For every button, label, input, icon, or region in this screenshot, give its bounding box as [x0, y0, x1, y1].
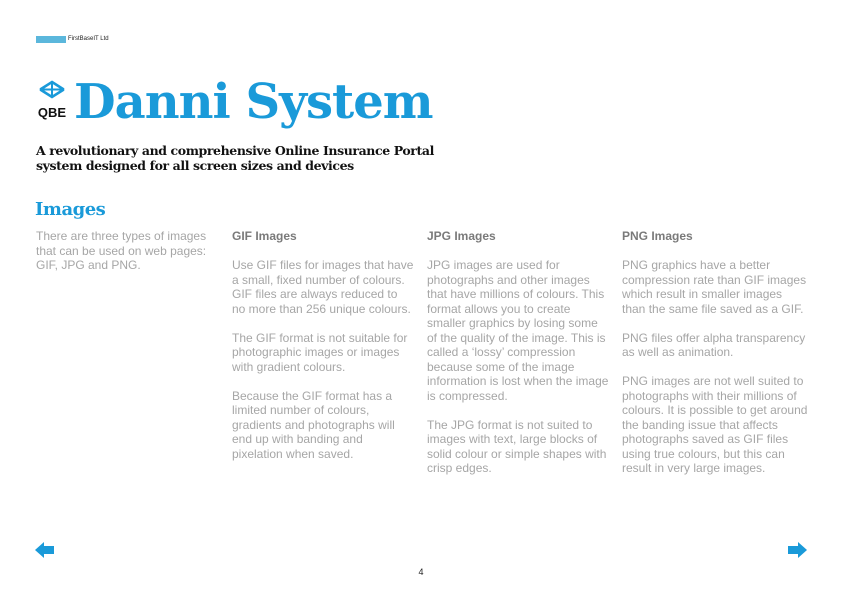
- page-subtitle: [36, 143, 436, 173]
- column-paragraph: PNG graphics have a better compression rate than GIF images which result in smaller images than the same file saved as a GIF.: [622, 258, 807, 316]
- column-heading: JPG Images: [427, 229, 496, 243]
- qbe-logo: [37, 80, 67, 120]
- section-intro: There are three types of images that can be used on web pages: GIF, JPG and PNG.: [36, 229, 207, 272]
- column-paragraph: The JPG format is not suited to images with text, large blocks of solid colour or simple shapes with crisp edges.: [427, 417, 607, 475]
- png-images-column: [622, 229, 808, 490]
- page-number: 4: [418, 567, 424, 577]
- column-heading: PNG Images: [622, 229, 693, 243]
- header-accent-bar: [36, 36, 66, 43]
- column-paragraph: JPG images are used for photographs and other images that have millions of colours. This format allows you to create smaller graphics by losing some of the quality of the image. This is called a ‘lossy’ compression because some of the image information is lost when the image is compressed.: [427, 258, 609, 403]
- page-title: Danni System: [74, 74, 433, 130]
- column-paragraph: PNG images are not well suited to photographs with their millions of colours. It is possible to get around the banding issue that affects photographs saved as GIF files using true colours, but this can result in very large images.: [622, 374, 808, 475]
- column-paragraph: PNG files offer alpha transparency as well as animation.: [622, 330, 806, 359]
- arrow-right-icon[interactable]: [787, 542, 807, 558]
- gif-images-column: [232, 229, 414, 476]
- column-heading: GIF Images: [232, 229, 297, 243]
- column-paragraph: The GIF format is not suitable for photographic images or images with gradient colours.: [232, 330, 408, 374]
- column-paragraph: Use GIF files for images that have a small, fixed number of colours. GIF files are always reduced to no more than 256 unique colours.: [232, 258, 414, 316]
- svg-text:QBE: QBE: [37, 105, 67, 120]
- column-paragraph: Because the GIF format has a limited number of colours, gradients and photographs will end up with banding and pixelation when saved.: [232, 388, 395, 461]
- arrow-left-icon[interactable]: [35, 542, 55, 558]
- subtitle-line-2: system designed for all screen sizes and devices: [36, 158, 354, 173]
- section-heading: Images: [35, 199, 106, 220]
- company-name: FirstBaseIT Ltd: [68, 36, 109, 42]
- jpg-images-column: [427, 229, 609, 490]
- subtitle-line-1: A revolutionary and comprehensive Online Insurance Portal: [36, 143, 434, 158]
